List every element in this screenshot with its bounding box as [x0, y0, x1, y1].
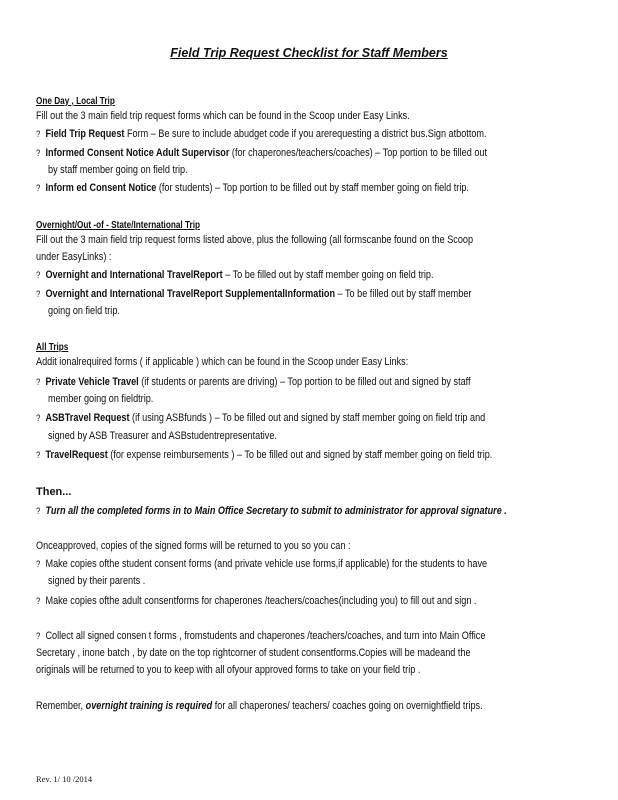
collect-paragraph-line: Secretary , inone batch , by date on the top rightcorner of student consentforms.Copies will be madeand the	[36, 647, 471, 659]
list-item: ? ASBTravel Request (if using ASBfunds ) – To be filled out and signed by staff member going on field trip and	[36, 412, 486, 424]
list-item: ? Turn all the completed forms in to Main Office Secretary to submit to administrator for approval signature .	[36, 505, 507, 517]
bullet-glyph: ?	[36, 450, 41, 460]
section-heading-one-day: One Day , Local Trip	[36, 96, 115, 107]
bullet-glyph: ?	[36, 270, 41, 280]
bullet-glyph: ?	[36, 596, 41, 606]
bullet-glyph: ?	[36, 559, 41, 569]
one-day-intro: Fill out the 3 main field trip request forms which can be found in the Scoop under Easy Links.	[36, 110, 410, 122]
page-title: Field Trip Request Checklist for Staff Members	[170, 46, 448, 60]
bullet-glyph: ?	[36, 129, 41, 139]
bullet-glyph: ?	[36, 289, 41, 299]
bullet-glyph: ?	[36, 148, 41, 158]
list-item-continuation: signed by their parents .	[48, 575, 146, 587]
collect-paragraph-line: ? Collect all signed consen t forms , fromstudents and chaperones /teachers/coaches, and turn into Main Office	[36, 630, 486, 642]
list-item: ? Overnight and International TravelReport SupplementalInformation – To be filled out by staff member	[36, 288, 472, 300]
bullet-glyph: ?	[36, 631, 41, 641]
overnight-intro: Fill out the 3 main field trip request forms listed above, plus the following (all formscanbe found on the Scoop	[36, 234, 474, 246]
list-item: ? Private Vehicle Travel (if students or parents are driving) – Top portion to be filled out and signed by staff	[36, 376, 471, 388]
list-item: ? Make copies ofthe adult consentforms for chaperones /teachers/coaches(including you) to fill out and sign .	[36, 595, 477, 607]
bullet-glyph: ?	[36, 506, 41, 516]
list-item: ? Make copies ofthe student consent forms (and private vehicle use forms,if applicable) for the students to have	[36, 558, 488, 570]
collect-paragraph-line: originals will be returned to you to keep with all ofyour approved forms to take on your field trip .	[36, 664, 421, 676]
list-item: ? Inform ed Consent Notice (for students) – Top portion to be filled out by staff member going on field trip.	[36, 182, 469, 194]
list-item: ? Informed Consent Notice Adult Supervisor (for chaperones/teachers/coaches) – Top portion to be filled out	[36, 147, 488, 159]
list-item: ? Overnight and International TravelReport – To be filled out by staff member going on field trip.	[36, 269, 434, 281]
section-heading-overnight: Overnight/Out -of - State/International Trip	[36, 220, 201, 231]
list-item-continuation: signed by ASB Treasurer and ASBstudentrepresentative.	[48, 430, 277, 442]
list-item-continuation: going on field trip.	[48, 305, 120, 317]
overnight-intro-cont: under EasyLinks) :	[36, 251, 112, 263]
list-item: ? TravelRequest (for expense reimbursements ) – To be filled out and signed by staff member going on field trip.	[36, 449, 493, 461]
section-heading-then: Then...	[36, 486, 72, 498]
revision-date: Rev. 1/ 10 /2014	[36, 774, 93, 784]
remember-note: Remember, overnight training is required for all chaperones/ teachers/ coaches going on overnightfield trips.	[36, 700, 483, 712]
list-item-continuation: by staff member going on field trip.	[48, 164, 188, 176]
bullet-glyph: ?	[36, 377, 41, 387]
approved-intro: Onceapproved, copies of the signed forms will be returned to you so you can :	[36, 540, 351, 552]
bullet-glyph: ?	[36, 413, 41, 423]
bullet-glyph: ?	[36, 183, 41, 193]
list-item: ? Field Trip Request Form – Be sure to include abudget code if you arerequesting a district bus.Sign atbottom.	[36, 128, 487, 140]
all-trips-intro: Addit ionalrequired forms ( if applicable ) which can be found in the Scoop under Easy Links:	[36, 356, 409, 368]
list-item-continuation: member going on fieldtrip.	[48, 393, 154, 405]
section-heading-all-trips: All Trips	[36, 342, 69, 353]
